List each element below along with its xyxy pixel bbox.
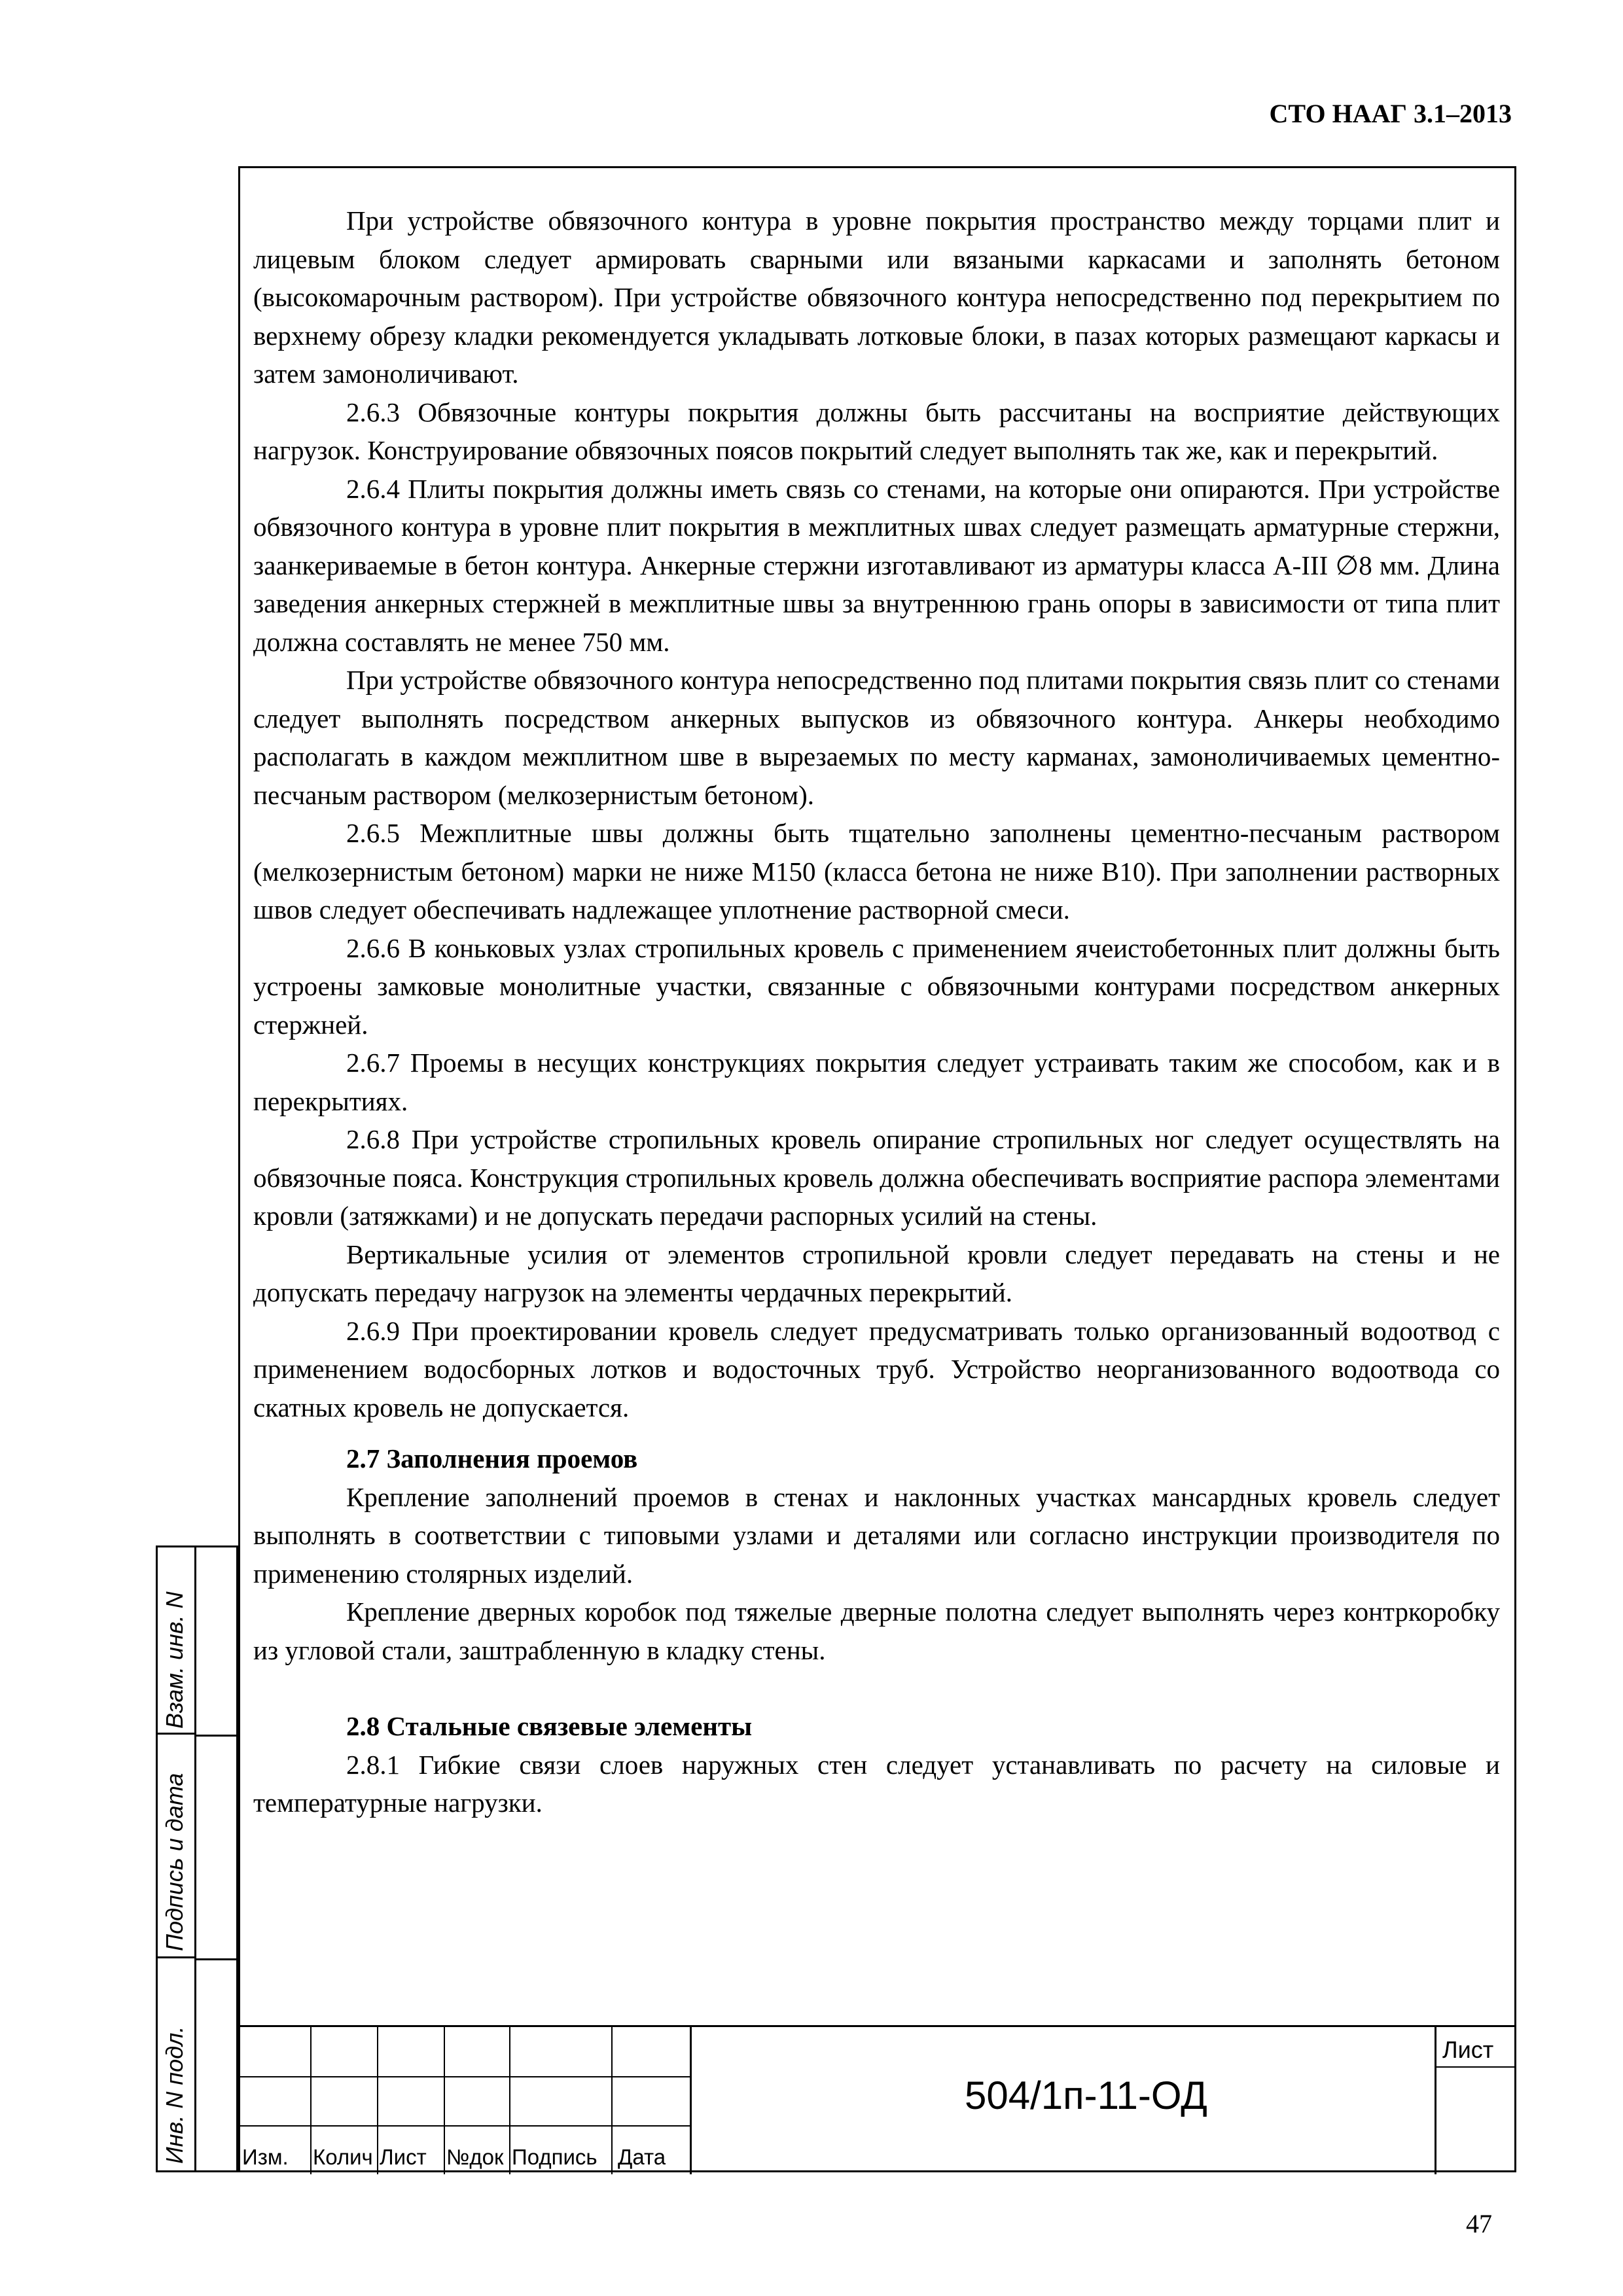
paragraph-2-6-5: 2.6.5 Межплитные швы должны быть тщательно заполнены цементно-песчаным раствором (мелкозернистым бетоном) марки не ниже М150 (класса бетона не ниже В10). При заполнении растворных швов следует обеспечивать надлежащее уплотнение растворной смеси. xyxy=(253,818,1500,925)
stamp-ndok: №док xyxy=(446,2145,504,2169)
sheet-label: Лист xyxy=(1442,2036,1494,2063)
stamp-podpis: Подпись xyxy=(512,2145,597,2169)
inv-podl-label: Инв. N подл. xyxy=(161,2026,188,2164)
title-block xyxy=(238,2025,1516,2172)
paragraph: Крепление дверных коробок под тяжелые дверные полотна следует выполнять через контркоробку из угловой стали, заштрабленную в кладку стены. xyxy=(253,1597,1500,1665)
paragraph-2-6-4: 2.6.4 Плиты покрытия должны иметь связь со стенами, на которые они опираются. При устройстве обвязочного контура в уровне плит покрытия в межплитных швах следует размещать арматурные стержни, заанкериваемые в бетон контура. Анкерные стержни изготавливают из арматуры класса А-III ∅8 мм. Длина заведения анкерных стержней в межплитные швы за внутреннюю грань опоры в зависимости от типа плит должна составлять не менее 750 мм. xyxy=(253,473,1500,657)
side-value-column xyxy=(194,1545,238,2172)
stamp-list: Лист xyxy=(380,2145,427,2169)
document-code: 504/1п-11-ОД xyxy=(965,2074,1207,2117)
paragraph-2-6-3: 2.6.3 Обвязочные контуры покрытия должны быть рассчитаны на восприятие действующих нагрузок. Конструирование обвязочных поясов покрытий следует выполнять так же, как и перекрытий. xyxy=(253,397,1500,465)
paragraph-2-6-7: 2.6.7 Проемы в несущих конструкциях покрытия следует устраивать таким же способом, как и в перекрытиях. xyxy=(253,1048,1500,1116)
paragraph-2-6-8: 2.6.8 При устройстве стропильных кровель опирание стропильных ног следует осуществлять на обвязочные пояса. Конструкция стропильных кровель должна обеспечивать восприятие распора элементами кровли (затяжками) и не допускать передачи распорных усилий на стены. xyxy=(253,1124,1500,1231)
section-heading-2-7: 2.7 Заполнения проемов xyxy=(346,1443,638,1474)
stamp-izm: Изм. xyxy=(242,2145,289,2169)
side-stamp xyxy=(156,1545,238,2172)
standard-code: СТО НААГ 3.1–2013 xyxy=(1269,99,1512,128)
paragraph: Крепление заполнений проемов в стенах и наклонных участках мансардных кровель следует выполнять в соответствии с типовыми узлами и деталями или согласно инструкции производителя по применению столярных изделий. xyxy=(253,1481,1500,1589)
paragraph-2-6-9: 2.6.9 При проектировании кровель следует предусматривать только организованный водоотвод с применением водосборных лотков и водосточных труб. Устройство неорганизованного водоотвода со скатных кровель не допускается. xyxy=(253,1315,1500,1422)
page-number: 47 xyxy=(1466,2209,1492,2238)
paragraph: При устройстве обвязочного контура в уровне покрытия пространство между торцами плит и лицевым блоком следует армировать сварными или вязаными каркасами и заполнять бетоном (высокомарочным раствором). При устройстве обвязочного контура непосредственно под перекрытием по верхнему обрезу кладки рекомендуется укладывать лотковые блоки, в пазах которых размещают каркасы и затем замоноличивают. xyxy=(253,205,1500,389)
podpis-data-label: Подпись и дата xyxy=(161,1773,188,1951)
document-body xyxy=(253,202,1500,1822)
paragraph-2-8-1: 2.8.1 Гибкие связи слоев наружных стен следует устанавливать по расчету на силовые и температурные нагрузки. xyxy=(253,1749,1500,1818)
stamp-data: Дата xyxy=(618,2145,666,2169)
vzam-inv-label: Взам. инв. N xyxy=(161,1591,188,1729)
paragraph-2-6-6: 2.6.6 В коньковых узлах стропильных кровель с применением ячеистобетонных плит должны быть устроены замковые монолитные участки, связанные с обвязочными контурами посредством анкерных стержней. xyxy=(253,932,1500,1040)
section-heading-2-8: 2.8 Стальные связевые элементы xyxy=(346,1711,753,1741)
stamp-kolich: Колич xyxy=(313,2145,373,2169)
paragraph: При устройстве обвязочного контура непосредственно под плитами покрытия связь плит со стенами следует выполнять посредством анкерных выпусков из обвязочного контура. Анкеры необходимо располагать в каждом межплитном шве в вырезаемых по месту карманах, замоноличиваемых цементно-песчаным раствором (мелкозернистым бетоном). xyxy=(253,665,1500,810)
paragraph: Вертикальные усилия от элементов стропильной кровли следует передавать на стены и не допускать передачу нагрузок на элементы чердачных перекрытий. xyxy=(253,1239,1500,1307)
